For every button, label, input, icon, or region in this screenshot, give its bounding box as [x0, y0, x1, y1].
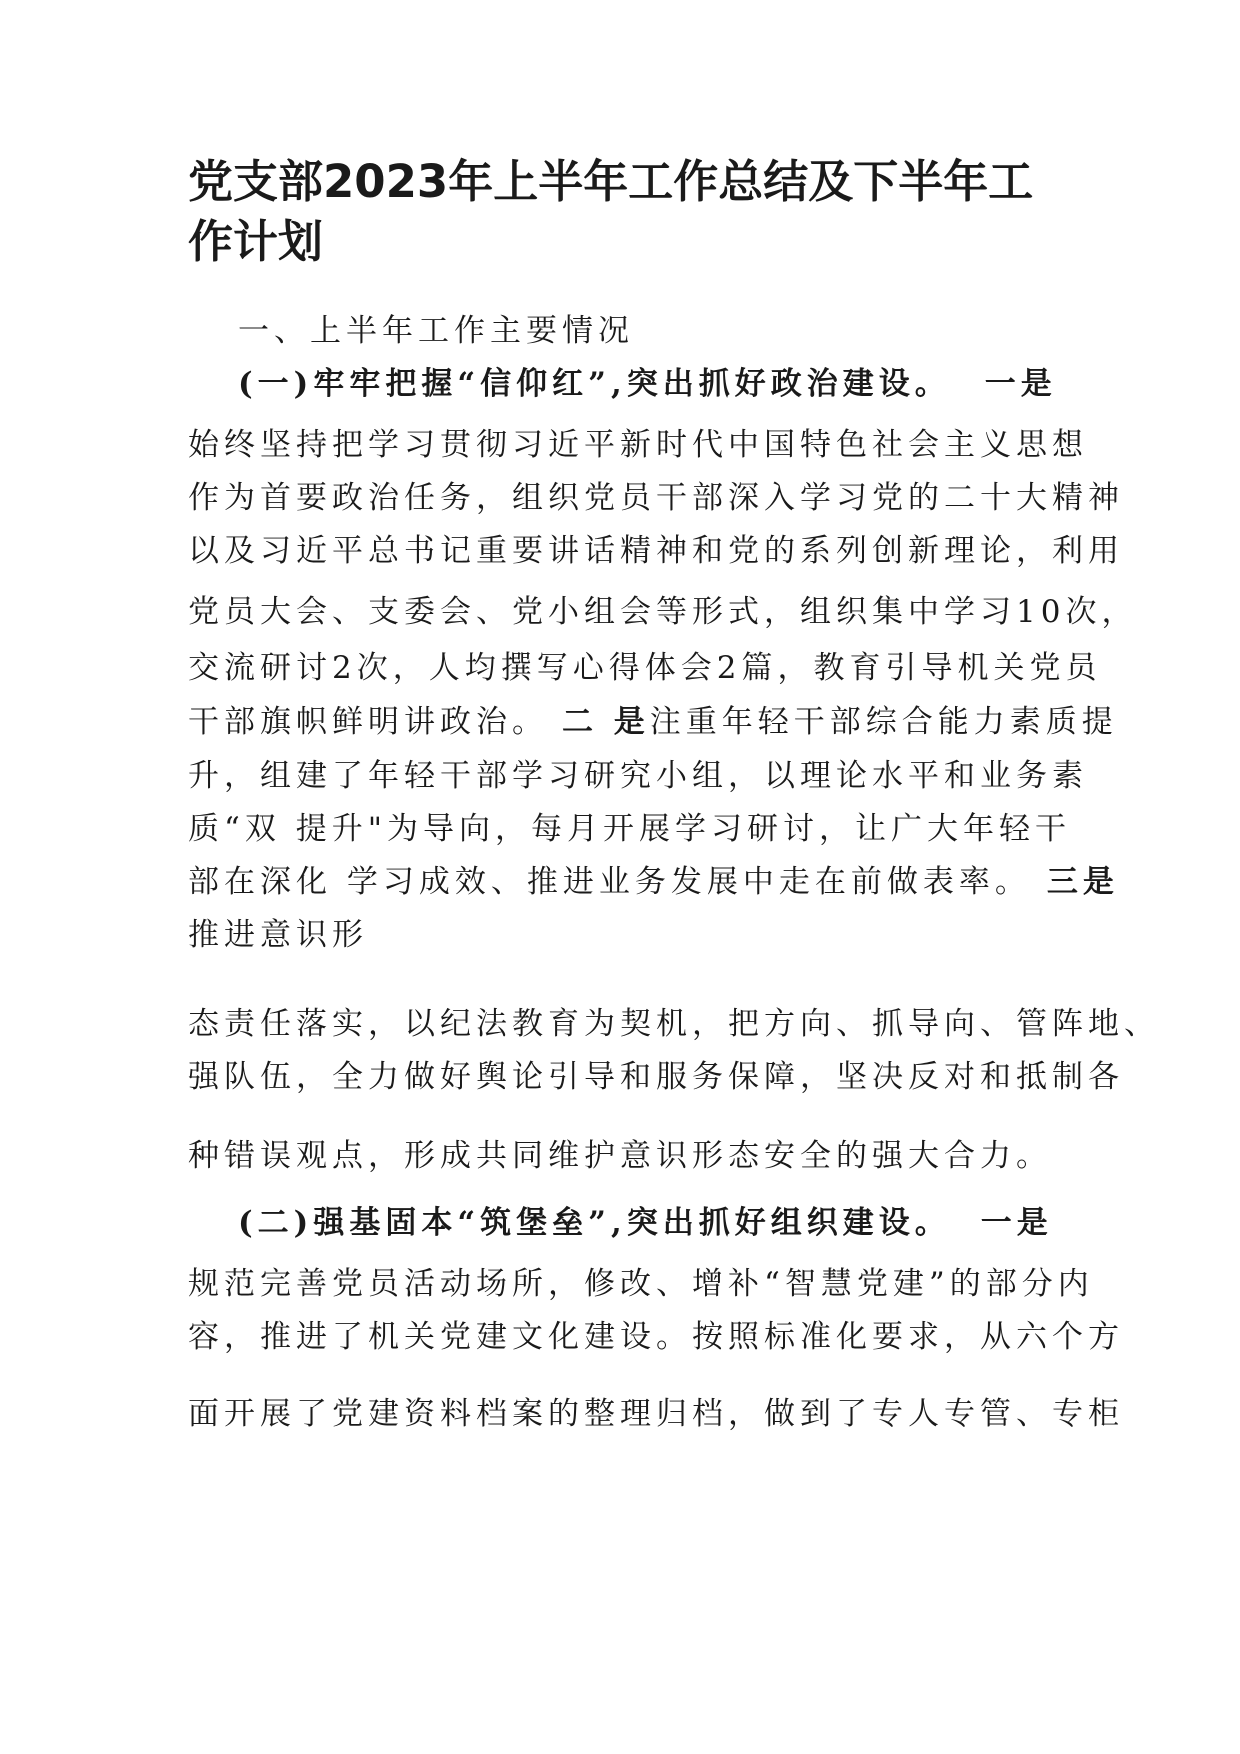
line-text: 干部旗帜鲜明讲政治。 [188, 704, 548, 740]
paragraph-line: 规范完善党员活动场所，修改、增补“智慧党建”的部分内 [188, 1266, 1094, 1302]
line-bold-text: 二 是 [562, 704, 650, 740]
paragraph-line [188, 700, 1118, 744]
part1-heading-text: (一)牢牢把握“信仰红”,突出抓好政治建设。 [238, 366, 951, 402]
part2-heading-tail: 一是 [980, 1205, 1053, 1241]
paragraph-line: 党员大会、支委会、党小组会等形式，组织集中学习10次， [188, 594, 1138, 630]
paragraph-line: 交流研讨2次，人均撰写心得体会2篇，教育引导机关党员 [188, 650, 1102, 686]
paragraph-line: 强队伍，全力做好舆论引导和服务保障，坚决反对和抵制各 [188, 1059, 1124, 1095]
part1-heading [238, 362, 1057, 406]
paragraph-line: 始终坚持把学习贯彻习近平新时代中国特色社会主义思想 [188, 427, 1088, 463]
line-bold-text: 三是 [1046, 864, 1119, 900]
document-title-line-1: 党支部2023年上半年工作总结及下半年工 [188, 155, 1034, 208]
paragraph-line [188, 860, 1119, 904]
paragraph-line: 态责任落实，以纪法教育为契机，把方向、抓导向、管阵地、 [188, 1006, 1160, 1042]
section-heading: 一、上半年工作主要情况 [238, 313, 634, 349]
paragraph-line: 面开展了党建资料档案的整理归档，做到了专人专管、专柜 [188, 1396, 1124, 1432]
paragraph-line: 升，组建了年轻干部学习研究小组，以理论水平和业务素 [188, 758, 1088, 794]
part2-heading [238, 1201, 1053, 1245]
paragraph-line: 推进意识形 [188, 917, 368, 953]
document-title-line-2: 作计划 [188, 215, 324, 268]
line-text: 注重年轻干部综合能力素质提 [649, 704, 1118, 740]
paragraph-line: 种错误观点，形成共同维护意识形态安全的强大合力。 [188, 1138, 1052, 1174]
line-text: 部在深化 学习成效、推进业务发展中走在前做表率。 [188, 864, 1031, 900]
paragraph-line: 容，推进了机关党建文化建设。按照标准化要求，从六个方 [188, 1319, 1124, 1355]
paragraph-line: 作为首要政治任务，组织党员干部深入学习党的二十大精神 [188, 480, 1124, 516]
part1-heading-tail: 一是 [984, 366, 1057, 402]
part2-heading-text: (二)强基固本“筑堡垒”,突出抓好组织建设。 [238, 1205, 951, 1241]
paragraph-line: 以及习近平总书记重要讲话精神和党的系列创新理论，利用 [188, 533, 1124, 569]
paragraph-line: 质“双 提升"为导向，每月开展学习研讨，让广大年轻干 [188, 811, 1071, 847]
